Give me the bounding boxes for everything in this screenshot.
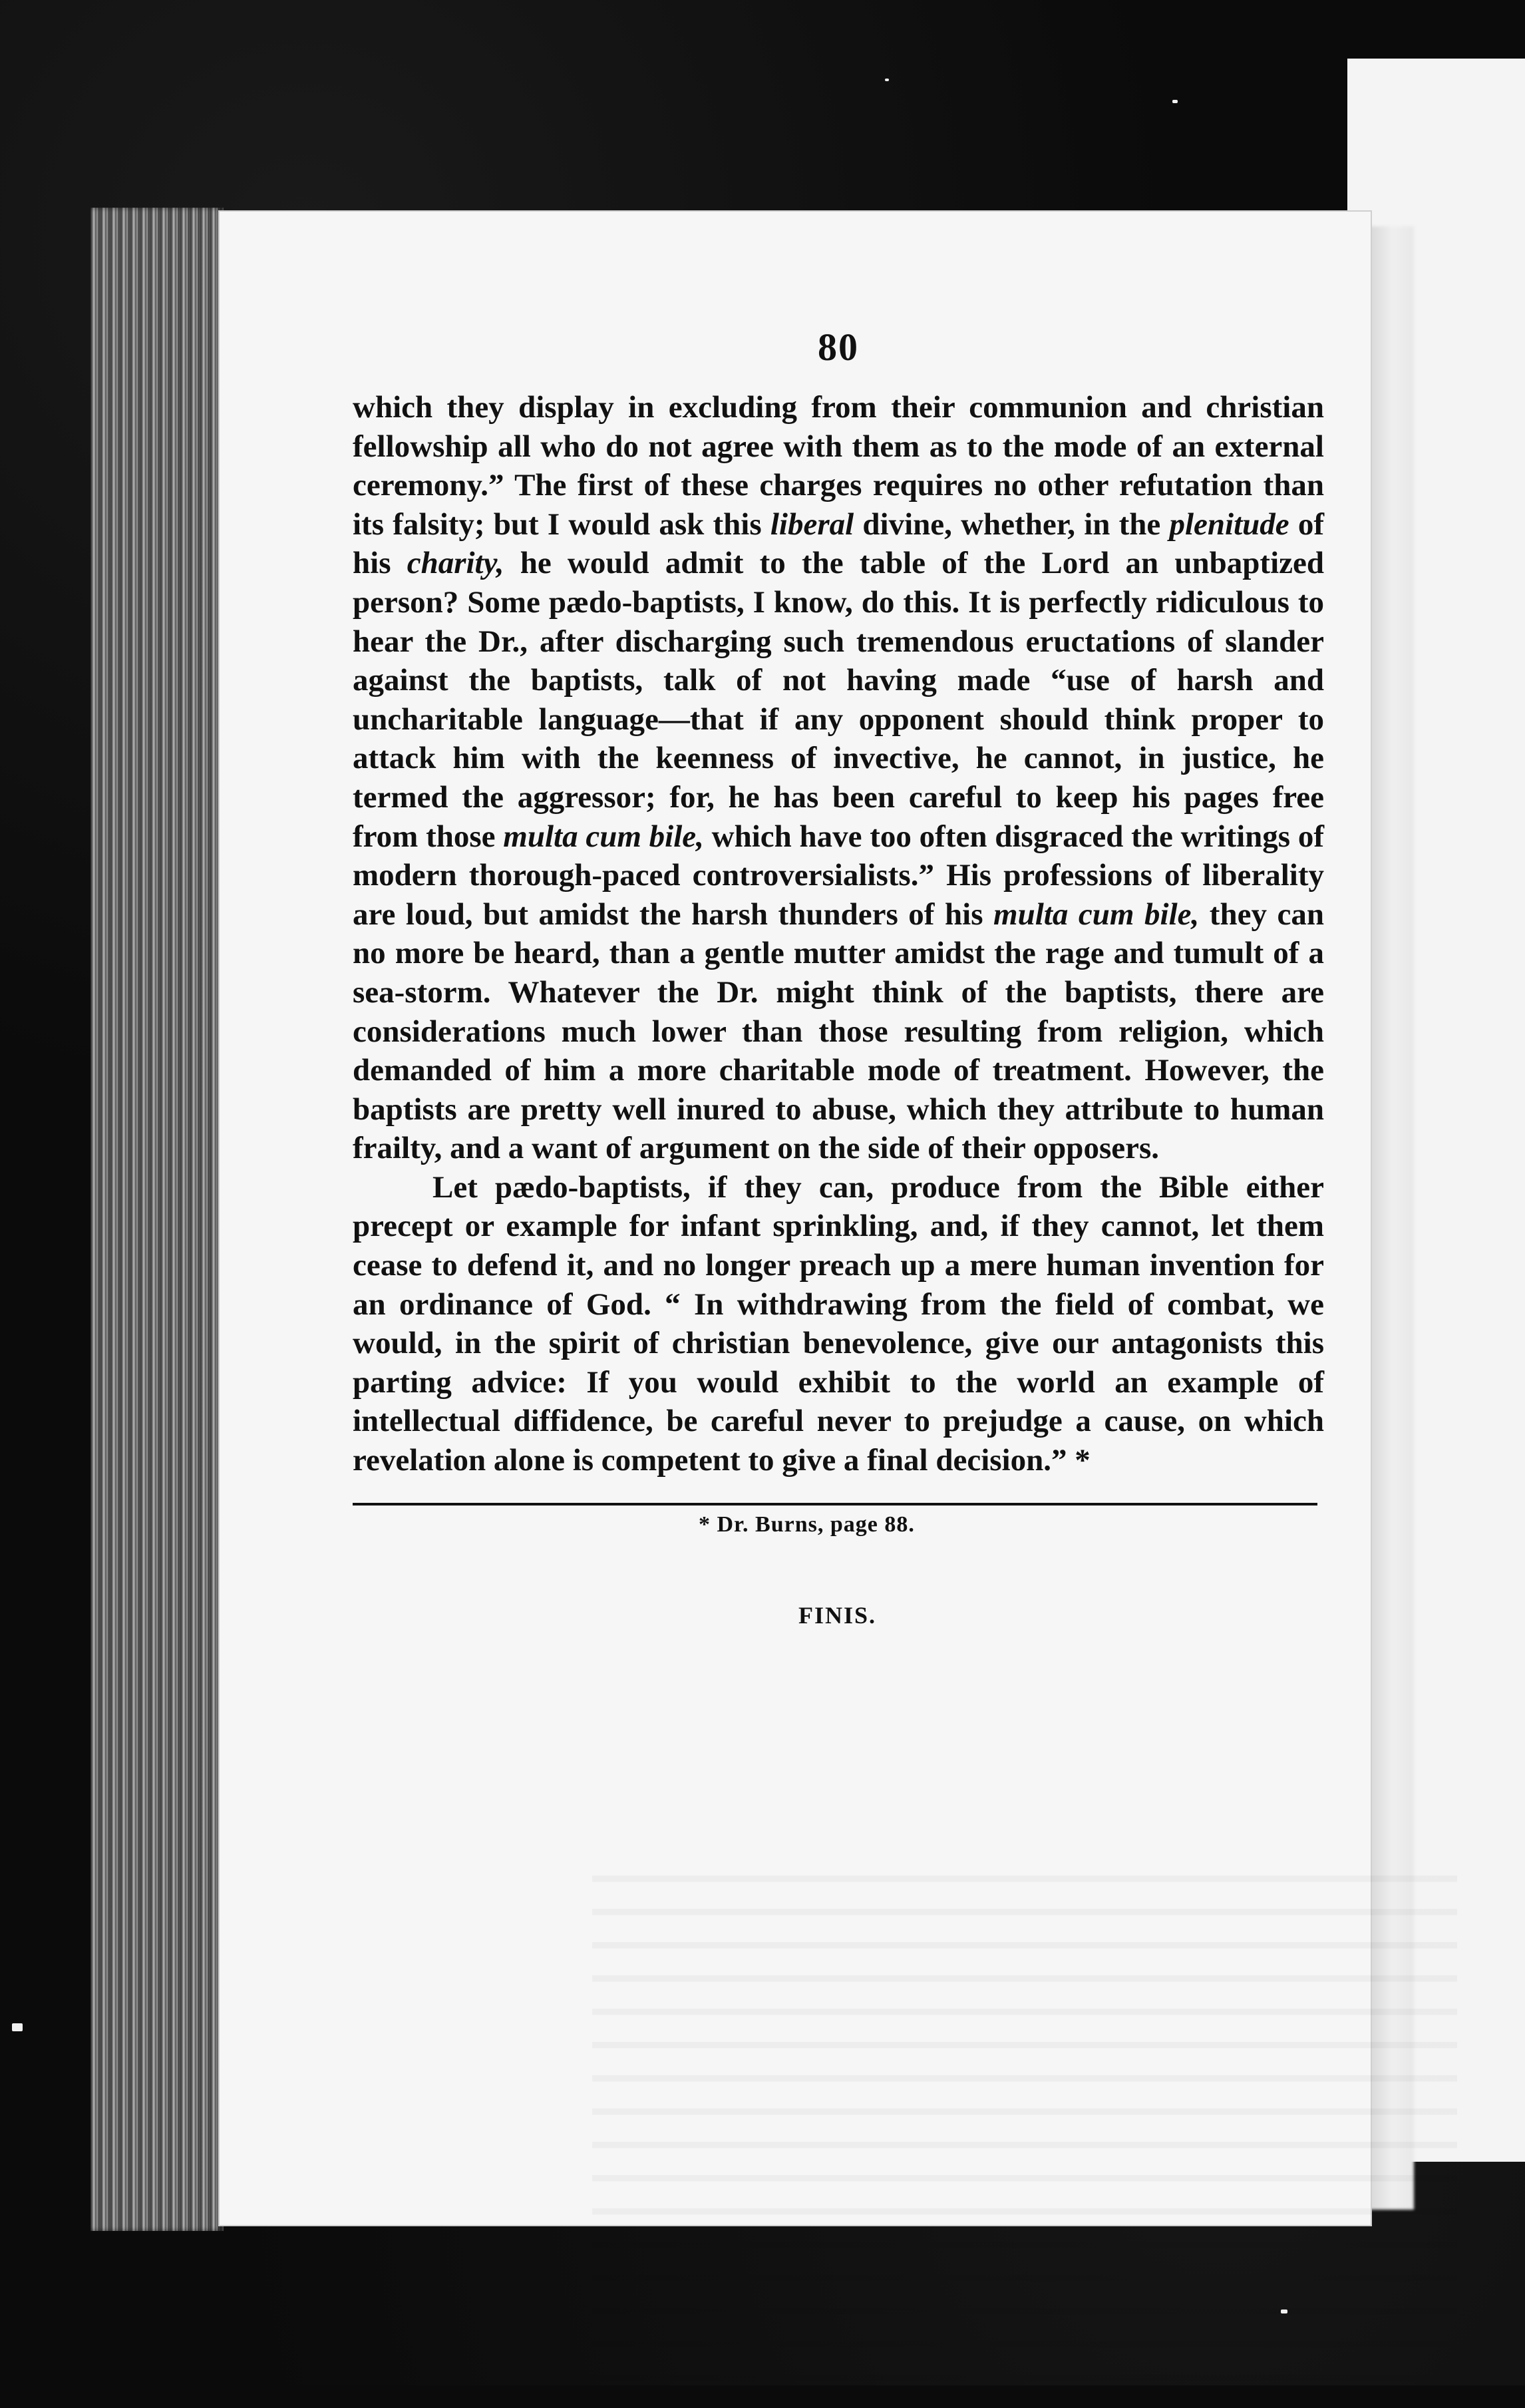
footnote: * Dr. Burns, page 88. <box>699 1511 915 1537</box>
text-run: which they display in excluding from their communion and christian fellowship all who do not agree with them as to the mode of an external ceremony.” The first of these charges requires no other refutation than its falsity; but I would ask this <box>353 390 1324 542</box>
text-run: which have too often disgraced the writings of modern thorough-paced controversialists.” His professions of liberality are loud, but amidst the harsh thunders of his <box>353 819 1324 932</box>
book-page <box>220 212 1371 2225</box>
reverse-side-bleed <box>592 1876 1457 2408</box>
text-run: he would admit to the table of the Lord an unbaptized person? Some pædo-baptists, I know, do this. It is perfectly ridiculous to hear the Dr., after discharging such tremendous eructations of slander against the baptists, talk of not having made “use of harsh and uncharitable language—that if any opponent should think proper to attack him with the keenness of invective, he cannot, in justice, he termed the aggressor; for, he has been careful to keep his pages free from those <box>353 546 1324 854</box>
text-run: divine, whether, in the <box>854 506 1170 542</box>
finis-label: FINIS. <box>798 1601 877 1629</box>
italic-text-run: plenitude <box>1169 506 1289 542</box>
book-page-edges <box>90 208 224 2231</box>
page-content <box>353 325 1324 1629</box>
footnote-rule <box>353 1503 1317 1505</box>
dust-speck <box>885 79 889 81</box>
italic-text-run: multa cum bile, <box>503 819 704 854</box>
paragraph-1 <box>353 388 1324 1168</box>
dust-speck <box>1281 2309 1287 2313</box>
text-run: of his <box>353 506 1324 581</box>
page-number: 80 <box>818 325 859 369</box>
italic-text-run: multa cum bile, <box>993 897 1200 932</box>
text-run: they can no more be heard, than a gentle mutter amidst the rage and tumult of a sea-storm. Whatever the Dr. might think of the baptists, there are considerations much lower than those resulting from religion, which demanded of him a more charitable mode of treatment. However, the baptists are pretty well inured to abuse, which they attribute to human frailty, and a want of argument on the side of their opposers. <box>353 897 1324 1166</box>
italic-text-run: liberal <box>770 506 854 542</box>
dust-speck <box>1172 100 1178 103</box>
body-text <box>353 388 1324 1480</box>
text-run: Let pædo-baptists, if they can, produce from the Bible either precept or example for infant sprinkling, and, if they cannot, let them cease to defend it, and no longer preach up a mere human invention for an ordinance of God. “ In withdrawing from the field of combat, we would, in the spirit of christian benevolence, give our antagonists this parting advice: If you would exhibit to the world an example of intellectual diffidence, be careful never to prejudge a cause, on which revelation alone is competent to give a final decision.” * <box>353 1169 1324 1478</box>
italic-text-run: charity, <box>407 546 504 581</box>
paragraph-2 <box>353 1168 1324 1480</box>
dust-speck <box>12 2023 23 2031</box>
